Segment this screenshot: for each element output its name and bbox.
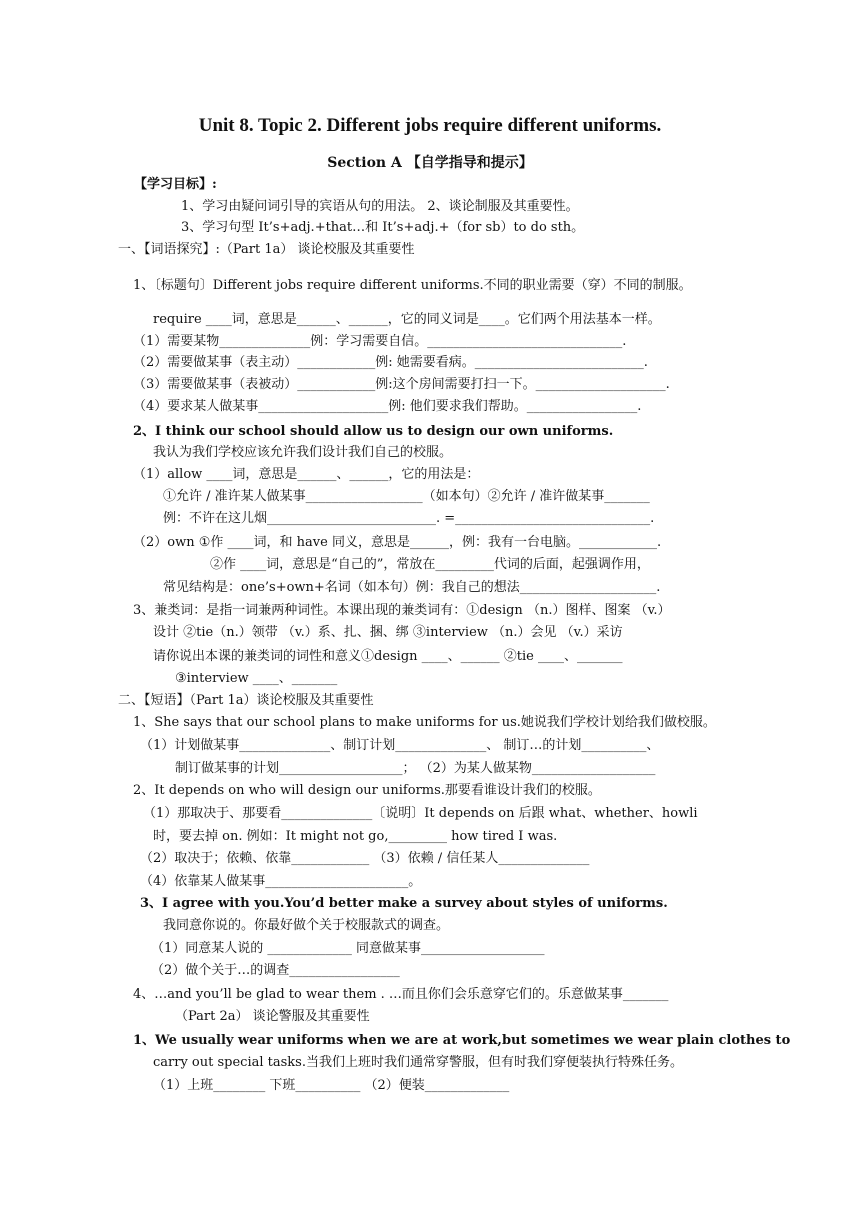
objective-line: 1、学习由疑问词引导的宾语从句的用法。 2、谈论制服及其重要性。 [181,199,579,214]
question-line: ①允许 / 准许某人做某事__________________（如本句）②允许 / 准许做某事_______ [163,489,650,504]
question-line: 1、〔标题句〕Different jobs require different uniforms.不同的职业需要（穿）不同的制服。 [133,278,692,293]
question-line: require ____词，意思是______、______，它的同义词是____。它们两个用法基本一样。 [153,312,661,327]
question-line: ③interview ____、_______ [175,671,338,686]
question-line: 2、I think our school should allow us to design our own uniforms. [133,424,614,439]
question-line: 我认为我们学校应该允许我们设计我们自己的校服。 [153,445,453,460]
question-line: 3、I agree with you.You’d better make a survey about styles of uniforms. [140,896,668,911]
question-line: 我同意你说的。你最好做个关于校服款式的调查。 [163,918,450,933]
question-line: ②作 ____词，意思是“自己的”，常放在_________代词的后面，起强调作用， [210,557,650,572]
question-line: 制订做某事的计划___________________； （2）为某人做某物___________________ [175,761,656,776]
question-line: 设计 ②tie（n.）领带 （v.）系、扎、捆、绑 ③interview （n.）会见 （v.）采访 [153,625,623,640]
question-line: 2、It depends on who will design our uniforms.那要看谁设计我们的校服。 [133,783,601,798]
question-line: 例：不许在这儿烟__________________________. =______________________________. [163,511,655,526]
objective-line: 3、学习句型 It’s+adj.+that…和 It’s+adj.+（for sb）to do sth。 [181,220,585,235]
question-line: 常见结构是：one’s+own+名词（如本句）例：我自己的想法_____________________. [163,580,661,595]
section-heading: 二、【短语】（Part 1a）谈论校服及其重要性 [118,693,374,708]
question-line: （1）allow ____词，意思是______、______，它的用法是： [133,467,480,482]
question-line: （2）需要做某事（表主动）____________例: 她需要看病。__________________________. [133,355,648,370]
question-line: 1、We usually wear uniforms when we are at work,but sometimes we wear plain clothes to [133,1033,791,1048]
question-line: （1）上班________ 下班__________ （2）便装_____________ [153,1078,510,1093]
question-line: （2）取决于；依赖、依靠____________ （3）依赖 / 信任某人______________ [140,851,590,866]
question-line: 请你说出本课的兼类词的词性和意义①design ____、______ ②tie ____、_______ [153,649,623,664]
question-line: （1）计划做某事______________、制订计划______________、 制订…的计划__________、 [140,738,660,753]
section-subtitle: Section A 【自学指导和提示】 [327,155,533,171]
section-heading: （Part 2a） 谈论警服及其重要性 [175,1009,370,1024]
section-heading: 一、【词语探究】:（Part 1a） 谈论校服及其重要性 [118,242,415,257]
question-line: （3）需要做某事（表被动）____________例:这个房间需要打扫一下。____________________. [133,377,670,392]
question-line: （4）要求某人做某事____________________例: 他们要求我们帮助。_________________. [133,399,642,414]
objectives-heading: 【学习目标】: [134,177,217,192]
question-line: （2）own ①作 ____词，和 have 同义，意思是______，例：我有一台电脑。____________. [133,535,662,550]
page-title: Unit 8. Topic 2. Different jobs require different uniforms. [198,115,662,136]
question-line: 3、兼类词：是指一词兼两种词性。本课出现的兼类词有：①design （n.）图样、图案 （v.） [133,603,671,618]
question-line: （2）做个关于…的调查_________________ [151,963,400,978]
question-line: （4）依靠某人做某事______________________。 [140,874,422,889]
question-line: 1、She says that our school plans to make uniforms for us.她说我们学校计划给我们做校服。 [133,715,716,730]
question-line: （1）同意某人说的 _____________ 同意做某事___________________ [151,941,545,956]
question-line: carry out special tasks.当我们上班时我们通常穿警服，但有时我们穿便装执行特殊任务。 [153,1055,683,1070]
question-line: 4、…and you’ll be glad to wear them . …而且你们会乐意穿它们的。乐意做某事_______ [133,987,669,1002]
question-line: （1）需要某物______________例：学习需要自信。______________________________. [133,334,627,349]
question-line: （1）那取决于、那要看______________〔说明〕It depends on 后跟 what、whether、howli [143,806,698,821]
question-line: 时，要去掉 on. 例如：It might not go,_________ how tired I was. [153,829,558,844]
